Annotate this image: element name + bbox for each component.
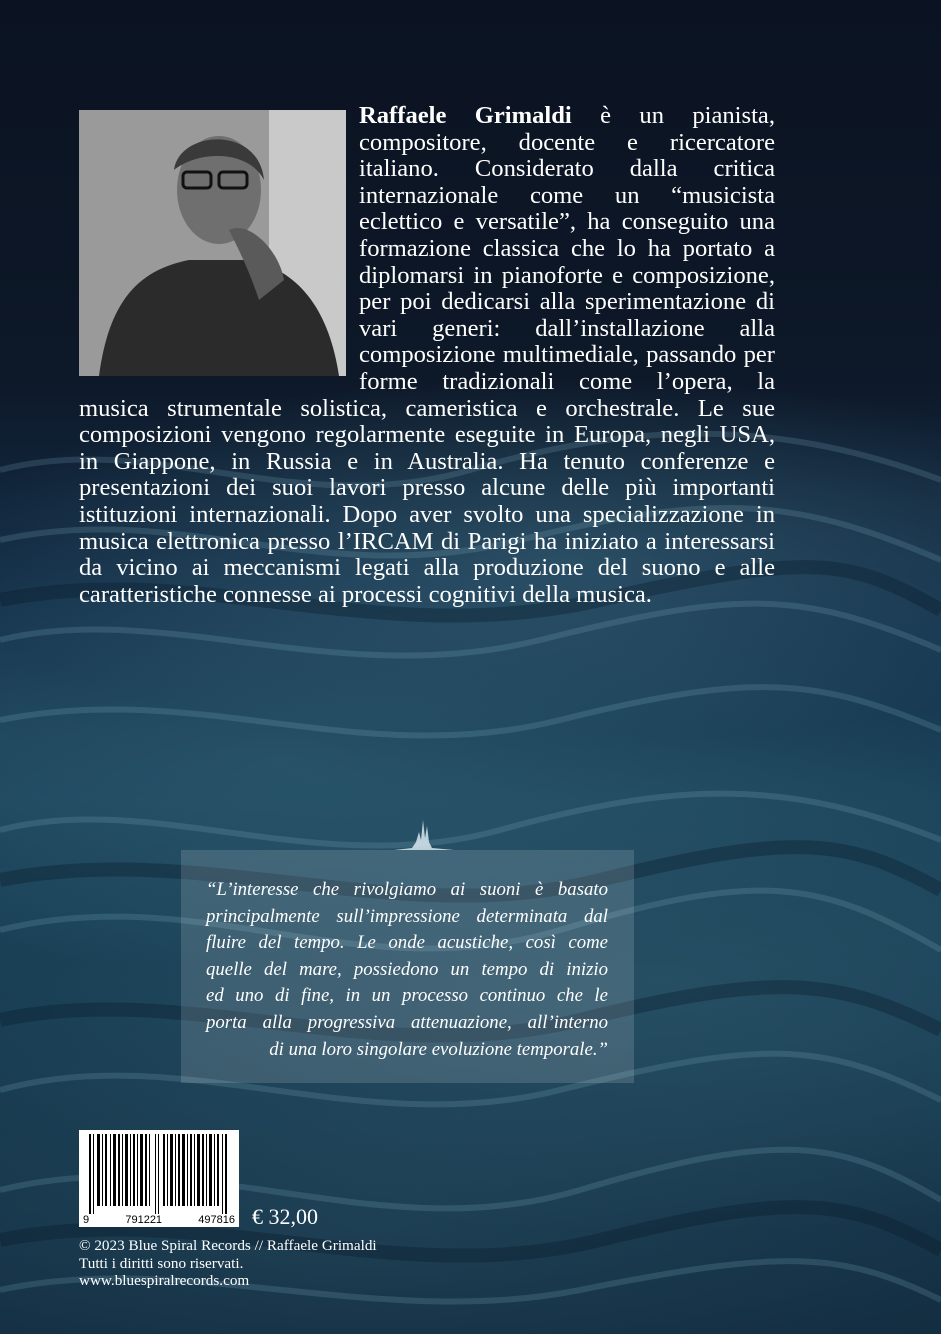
biography-text: è un pianista, compositore, docente e ricercatore italiano. Considerato dalla critica internazionale come un “musicista eclettico e versatile”, ha conseguito una formazione classica che lo ha portato a diplomarsi in pianoforte e composizione, per poi dedicarsi alla sperimentazione di vari generi: dall’installazione alla composizione multimediale, passando per forme tradizionali come l’opera, la musica strumentale solistica, cameristica e orchestrale. Le sue composizioni vengono regolarmente eseguite in Europa, negli USA, in Giappone, in Russia e in Australia. Ha tenuto conferenze e presentazioni dei suoi lavori presso alcune delle più importanti istituzioni internazionali. Dopo aver svolto una specializzazione in musica elettronica presso l’IRCAM di Parigi ha iniziato a interessarsi da vicino ai meccanismi legati alla produzione del suono e alle caratteristiche connesse ai processi cognitivi della musica. bbox=[79, 102, 775, 608]
copyright-line: © 2023 Blue Spiral Records // Raffaele Grimaldi bbox=[79, 1237, 377, 1254]
quote-line: principalmente sull’impressione determinata dal bbox=[206, 905, 608, 927]
sound-wave-icon bbox=[394, 812, 454, 852]
quote-line: di una loro singolare evoluzione temporale.” bbox=[269, 1038, 608, 1060]
barcode-number bbox=[79, 1214, 239, 1226]
quote-line: fluire del tempo. Le onde acustiche, così come bbox=[206, 932, 608, 954]
quote-line: ed uno di fine, in un processo continuo che le bbox=[206, 985, 608, 1007]
quote-line: porta alla progressiva attenuazione, all’interno bbox=[206, 1011, 608, 1033]
barcode-digits-right: 497816 bbox=[198, 1214, 235, 1226]
author-name: Raffaele Grimaldi bbox=[359, 102, 572, 129]
price-label: € 32,00 bbox=[252, 1204, 318, 1229]
rights-line: Tutti i diritti sono riservati. bbox=[79, 1254, 244, 1272]
author-quote bbox=[206, 877, 608, 1063]
barcode-digit-first: 9 bbox=[83, 1214, 90, 1226]
barcode bbox=[79, 1130, 239, 1227]
barcode-digits-left: 791221 bbox=[125, 1214, 163, 1226]
author-biography bbox=[79, 103, 775, 608]
barcode-bars bbox=[79, 1130, 239, 1214]
website-link[interactable]: www.bluespiralrecords.com bbox=[79, 1272, 250, 1289]
publisher-footer bbox=[79, 1237, 377, 1290]
quote-line: “L’interesse che rivolgiamo ai suoni è basato bbox=[206, 879, 608, 900]
photo-float-spacer bbox=[79, 103, 359, 375]
quote-line: quelle del mare, possiedono un tempo di inizio bbox=[206, 958, 608, 980]
